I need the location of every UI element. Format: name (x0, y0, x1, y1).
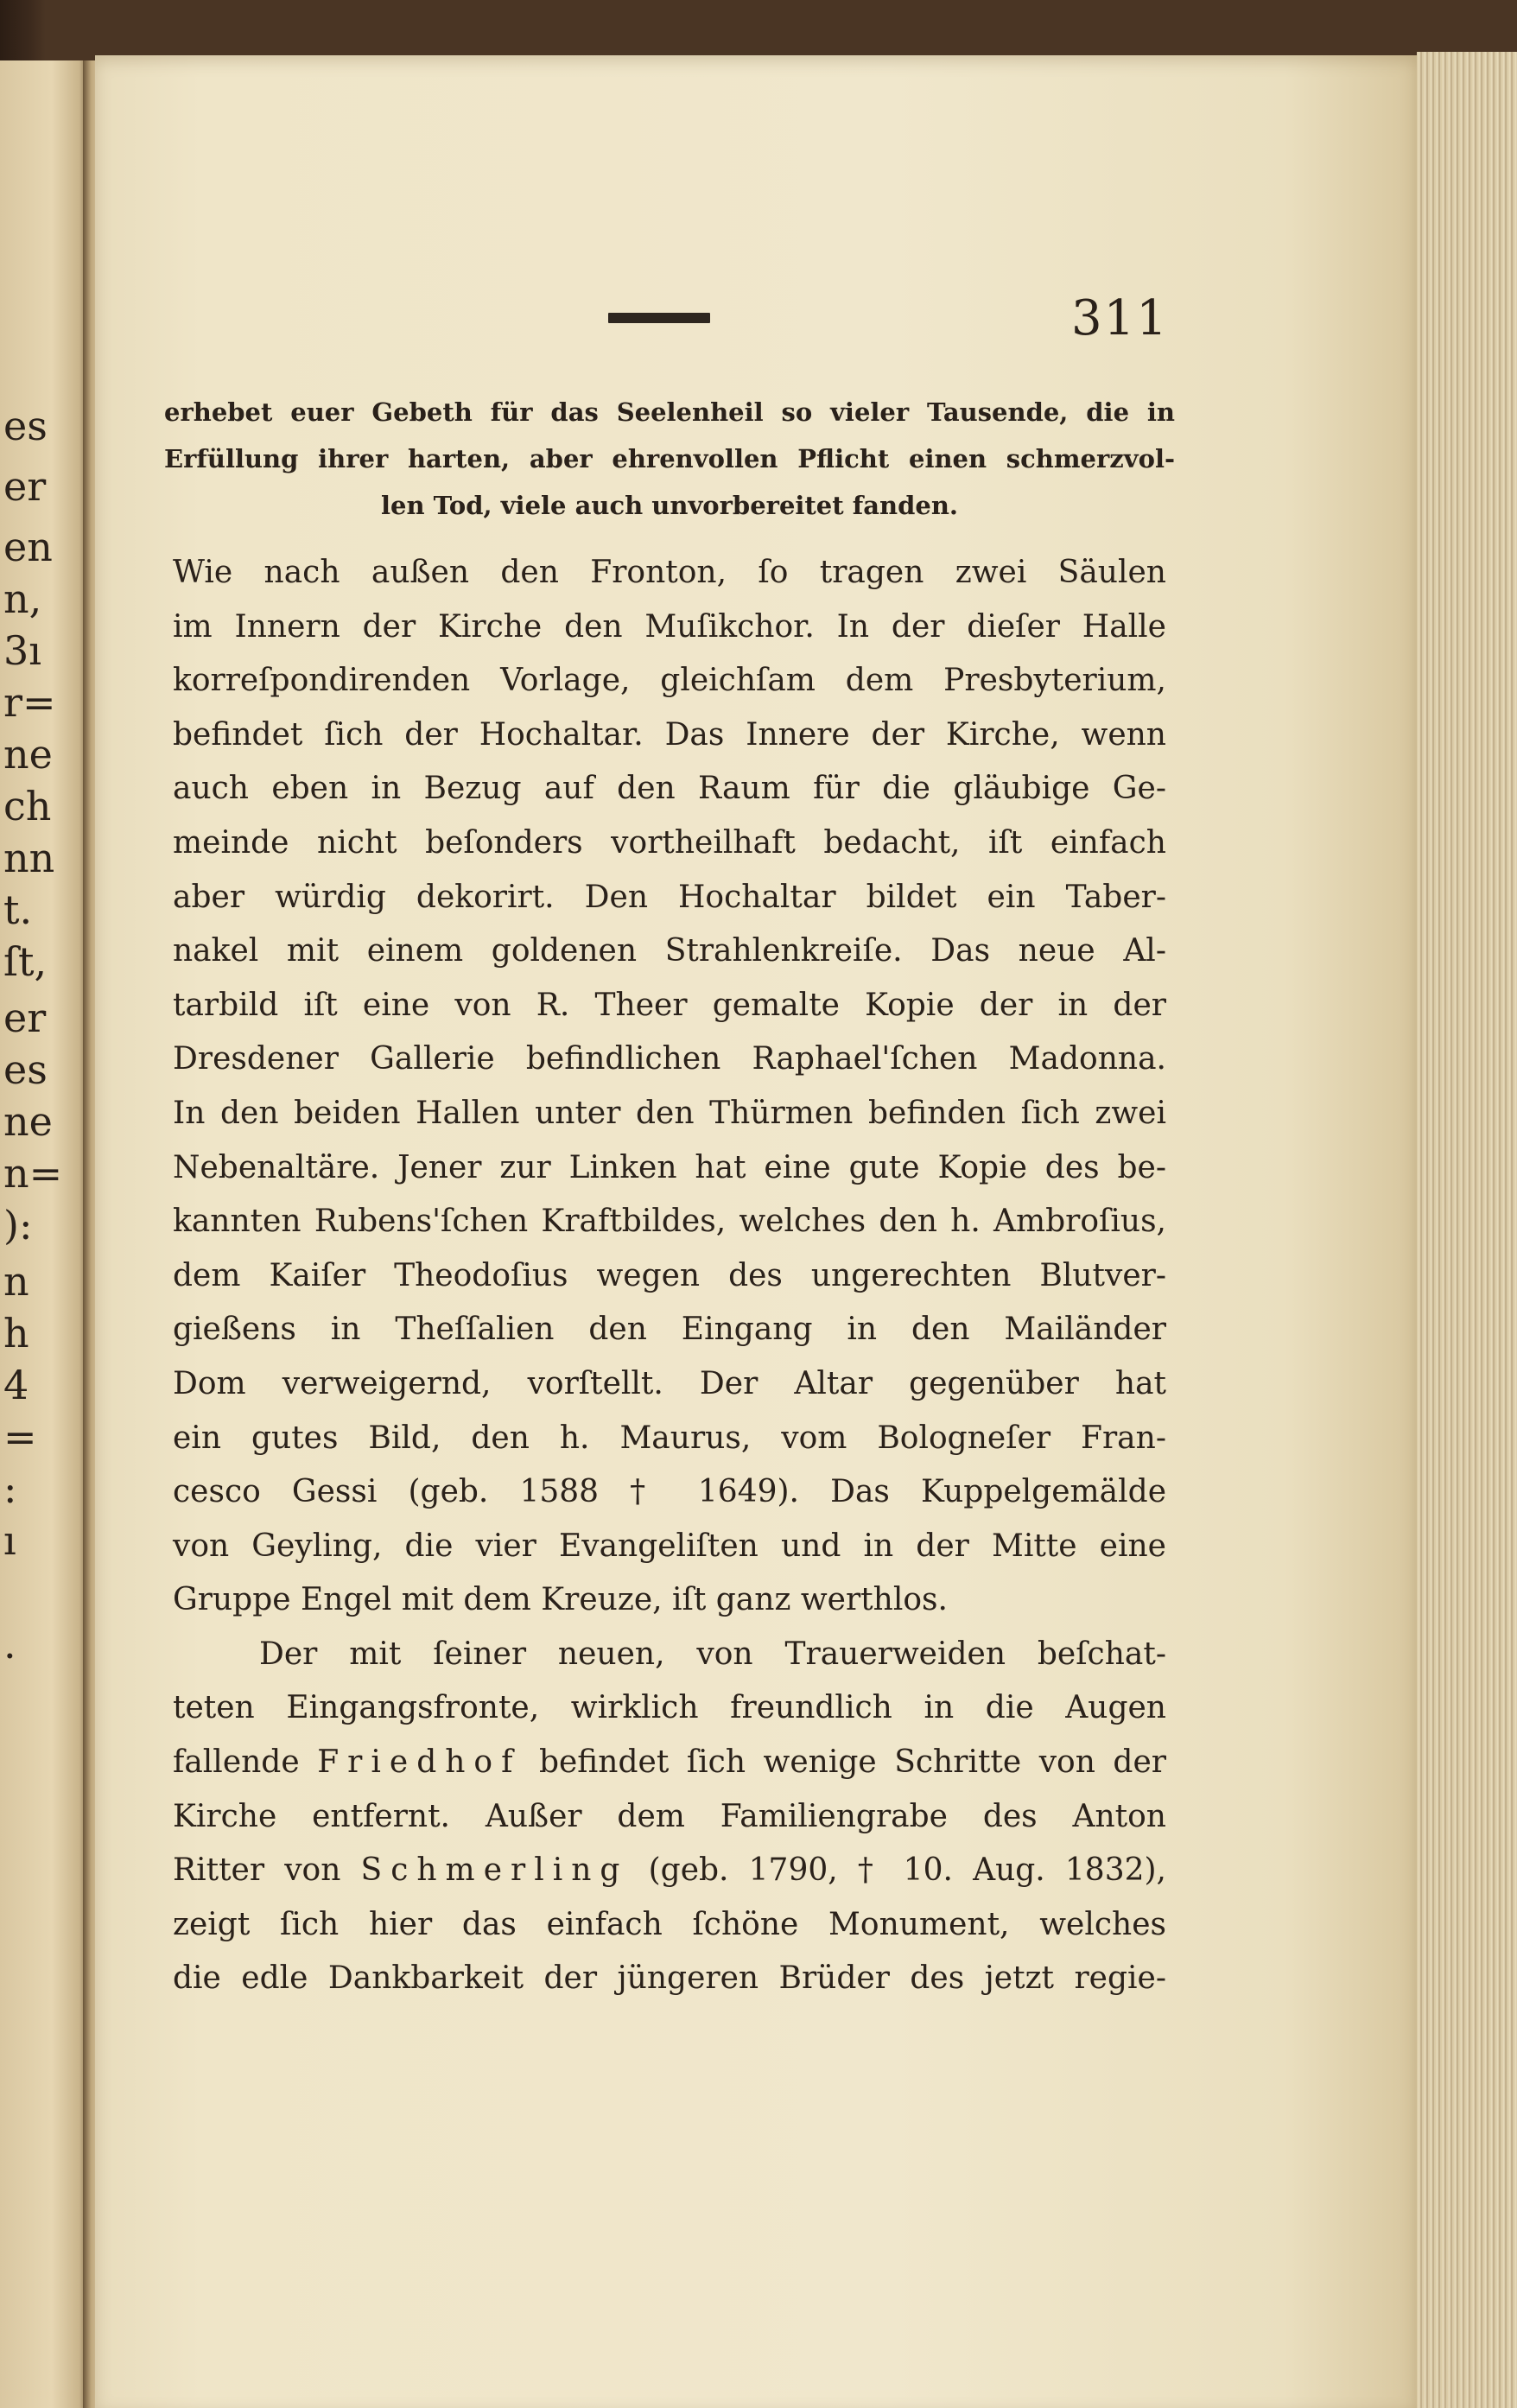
body-line: Gruppe Engel mit dem Kreuze, iſt ganz werthlos. (173, 1582, 948, 1618)
left-page-fragment: ne (3, 1098, 53, 1145)
body-line: meinde nicht beſonders vortheilhaft bedacht, iſt einfach (173, 824, 1166, 861)
footnote-line: erhebet euer Gebeth für das Seelenheil so vieler Tausende, die in (164, 397, 1175, 427)
left-page-fragment: : (3, 1465, 17, 1512)
left-page-fragment: n (3, 1258, 29, 1305)
body-line: die edle Dankbarkeit der jüngeren Brüder des jetzt regie- (173, 1960, 1166, 1997)
body-text-run: Ritter von (173, 1852, 361, 1889)
left-facing-page (0, 60, 86, 2408)
left-page-fragment: nn (3, 835, 55, 881)
body-text-run: fallende (173, 1744, 318, 1781)
left-page-fragment: ı (3, 1517, 16, 1564)
body-line (173, 1736, 1166, 1790)
left-page-fragment: n, (3, 575, 42, 622)
body-line: Wie nach außen den Fronton, ſo tragen zwei Säulen (173, 555, 1166, 590)
left-page-fragment: ne (3, 731, 53, 778)
body-line: teten Eingangsfronte, wirklich freundlich in die Augen (173, 1690, 1166, 1726)
emphasized-word: Friedhof (317, 1744, 522, 1781)
left-page-fragment: = (3, 1414, 37, 1460)
left-page-fragment: ſt, (3, 938, 48, 985)
page-edge-stack (1417, 52, 1517, 2408)
body-text-run: befindet ſich wenige Schritte von der (521, 1744, 1166, 1781)
emphasized-word: Schmerling (360, 1852, 629, 1889)
footnote-line: Erfüllung ihrer harten, aber ehrenvollen Pflicht einen schmerzvol- (164, 444, 1175, 473)
left-page-fragment: en (3, 524, 53, 570)
left-page-fragment: 4 (3, 1362, 29, 1408)
body-line: Nebenaltäre. Jener zur Linken hat eine gute Kopie des be- (173, 1149, 1166, 1185)
body-line: befindet ſich der Hochaltar. Das Innere der Kirche, wenn (173, 716, 1166, 753)
left-page-fragment: ): (3, 1202, 33, 1248)
body-line: dem Kaiſer Theodoſius wegen des ungerechten Blutver- (173, 1257, 1166, 1293)
header-rule (608, 313, 710, 323)
left-page-fragment: r= (3, 679, 56, 726)
body-line: zeigt ſich hier das einfach ſchöne Monument, welches (173, 1906, 1166, 1942)
body-line: korreſpondirenden Vorlage, gleichſam dem Presbyterium, (173, 663, 1166, 699)
body-line (173, 1844, 1166, 1898)
body-line: von Geyling, die vier Evangeliſten und in der Mitte eine (173, 1528, 1166, 1564)
footnote (164, 389, 1175, 529)
left-page-fragment: er (3, 994, 47, 1041)
body-text (173, 546, 1166, 2006)
body-line: gießens in Theſſalien den Eingang in den Mailänder (173, 1312, 1166, 1348)
body-line: Der mit ſeiner neuen, von Trauerweiden beſchat- (259, 1636, 1166, 1672)
left-page-fragment: 3ı (3, 627, 41, 674)
body-line: aber würdig dekorirt. Den Hochaltar bildet ein Taber- (173, 879, 1166, 915)
left-page-fragment: er (3, 463, 47, 510)
body-line: kannten Rubens'ſchen Kraftbildes, welches den h. Ambroſius, (173, 1204, 1166, 1240)
body-line: auch eben in Bezug auf den Raum für die gläubige Ge- (173, 771, 1166, 807)
body-line: Dom verweigernd, vorſtellt. Der Altar gegenüber hat (173, 1365, 1166, 1401)
body-line: cesco Gessi (geb. 1588 † 1649). Das Kuppelgemälde (173, 1474, 1166, 1510)
left-page-fragment: h (3, 1310, 29, 1356)
body-line: ein gutes Bild, den h. Maurus, vom Bologneſer Fran- (173, 1420, 1166, 1456)
left-page-fragment: es (3, 1046, 48, 1093)
body-line: tarbild iſt eine von R. Theer gemalte Kopie der in der (173, 987, 1166, 1023)
left-page-fragment: t. (3, 886, 33, 933)
left-page-fragment: n= (3, 1150, 63, 1197)
body-line: Kirche entfernt. Außer dem Familiengrabe des Anton (173, 1798, 1166, 1834)
left-page-fragment: . (3, 1621, 16, 1668)
left-page-fragment: ch (3, 783, 52, 829)
footnote-line: len Tod, viele auch unvorbereitet fanden. (380, 491, 959, 520)
body-line: im Innern der Kirche den Muſikchor. In der dieſer Halle (173, 608, 1166, 645)
body-text-run: (geb. 1790, † 10. Aug. 1832), (628, 1852, 1166, 1889)
page-number: 311 (1071, 290, 1169, 346)
body-line: In den beiden Hallen unter den Thürmen befinden ſich zwei (173, 1095, 1166, 1131)
left-page-fragment: es (3, 403, 48, 449)
body-line: nakel mit einem goldenen Strahlenkreiſe. Das neue Al- (173, 933, 1166, 969)
body-line: Dresdener Gallerie befindlichen Raphael'ſchen Madonna. (173, 1041, 1166, 1077)
